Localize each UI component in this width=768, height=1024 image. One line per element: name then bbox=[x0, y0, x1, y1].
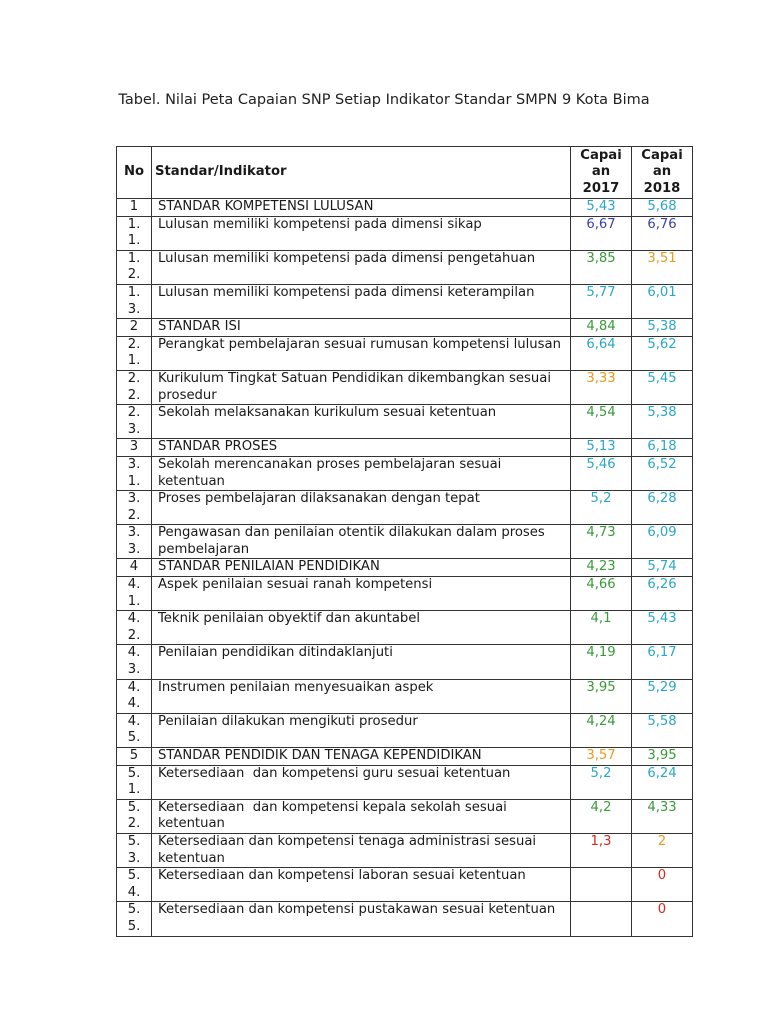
table-row bbox=[117, 336, 693, 370]
row-indikator: STANDAR ISI bbox=[152, 319, 571, 337]
value-2017: 5,2 bbox=[571, 765, 632, 799]
row-indikator: Proses pembelajaran dilaksanakan dengan tepat bbox=[152, 491, 571, 525]
value-2018: 0 bbox=[632, 868, 693, 902]
row-indikator: Penilaian dilakukan mengikuti prosedur bbox=[152, 713, 571, 747]
row-number: 1. 3. bbox=[117, 284, 152, 318]
value-2017: 5,46 bbox=[571, 456, 632, 490]
value-2018: 6,26 bbox=[632, 577, 693, 611]
table-row bbox=[117, 319, 693, 337]
value-2017: 3,95 bbox=[571, 679, 632, 713]
table-row bbox=[117, 611, 693, 645]
table-row bbox=[117, 713, 693, 747]
header-capaian-2018: Capai an 2018 bbox=[632, 147, 693, 199]
value-2018: 4,33 bbox=[632, 799, 693, 833]
table-row bbox=[117, 525, 693, 559]
row-number: 2. 3. bbox=[117, 405, 152, 439]
value-2018: 5,38 bbox=[632, 319, 693, 337]
value-2017 bbox=[571, 902, 632, 936]
table-row bbox=[117, 645, 693, 679]
row-indikator: Lulusan memiliki kompetensi pada dimensi keterampilan bbox=[152, 284, 571, 318]
row-indikator: Ketersediaan dan kompetensi kepala sekolah sesuai ketentuan bbox=[152, 799, 571, 833]
row-indikator: Ketersediaan dan kompetensi laboran sesuai ketentuan bbox=[152, 868, 571, 902]
row-indikator: Ketersediaan dan kompetensi pustakawan sesuai ketentuan bbox=[152, 902, 571, 936]
row-indikator: STANDAR PENDIDIK DAN TENAGA KEPENDIDIKAN bbox=[152, 748, 571, 766]
row-indikator: Sekolah merencanakan proses pembelajaran sesuai ketentuan bbox=[152, 456, 571, 490]
value-2017: 6,67 bbox=[571, 216, 632, 250]
value-2017: 4,2 bbox=[571, 799, 632, 833]
row-number: 3 bbox=[117, 439, 152, 457]
table-row bbox=[117, 833, 693, 867]
table-row bbox=[117, 405, 693, 439]
row-indikator: Perangkat pembelajaran sesuai rumusan kompetensi lulusan bbox=[152, 336, 571, 370]
row-indikator: Ketersediaan dan kompetensi guru sesuai ketentuan bbox=[152, 765, 571, 799]
value-2018: 5,68 bbox=[632, 199, 693, 217]
row-indikator: STANDAR PROSES bbox=[152, 439, 571, 457]
value-2018: 5,38 bbox=[632, 405, 693, 439]
row-number: 4. 3. bbox=[117, 645, 152, 679]
value-2018: 5,45 bbox=[632, 370, 693, 404]
row-number: 4. 5. bbox=[117, 713, 152, 747]
row-number: 4 bbox=[117, 559, 152, 577]
header-capaian-2017: Capai an 2017 bbox=[571, 147, 632, 199]
value-2018: 6,01 bbox=[632, 284, 693, 318]
row-number: 5. 5. bbox=[117, 902, 152, 936]
value-2018: 3,95 bbox=[632, 748, 693, 766]
row-number: 4. 1. bbox=[117, 577, 152, 611]
value-2017: 1,3 bbox=[571, 833, 632, 867]
value-2018: 5,62 bbox=[632, 336, 693, 370]
row-number: 2. 2. bbox=[117, 370, 152, 404]
value-2017: 4,66 bbox=[571, 577, 632, 611]
row-number: 3. 2. bbox=[117, 491, 152, 525]
value-2018: 6,28 bbox=[632, 491, 693, 525]
row-number: 2 bbox=[117, 319, 152, 337]
table-title: Tabel. Nilai Peta Capaian SNP Setiap Indikator Standar SMPN 9 Kota Bima bbox=[118, 92, 650, 108]
header-indikator: Standar/Indikator bbox=[152, 147, 571, 199]
row-number: 3. 3. bbox=[117, 525, 152, 559]
row-indikator: STANDAR PENILAIAN PENDIDIKAN bbox=[152, 559, 571, 577]
value-2017: 5,13 bbox=[571, 439, 632, 457]
table-row bbox=[117, 439, 693, 457]
value-2018: 6,17 bbox=[632, 645, 693, 679]
value-2017: 3,85 bbox=[571, 250, 632, 284]
row-number: 2. 1. bbox=[117, 336, 152, 370]
row-indikator: Instrumen penilaian menyesuaikan aspek bbox=[152, 679, 571, 713]
value-2018: 6,52 bbox=[632, 456, 693, 490]
table-row bbox=[117, 748, 693, 766]
row-indikator: Sekolah melaksanakan kurikulum sesuai ketentuan bbox=[152, 405, 571, 439]
header-no: No bbox=[117, 147, 152, 199]
table-body bbox=[117, 199, 693, 937]
value-2018: 2 bbox=[632, 833, 693, 867]
row-indikator: Teknik penilaian obyektif dan akuntabel bbox=[152, 611, 571, 645]
row-number: 4. 2. bbox=[117, 611, 152, 645]
table-row bbox=[117, 559, 693, 577]
value-2017: 4,54 bbox=[571, 405, 632, 439]
value-2017: 5,2 bbox=[571, 491, 632, 525]
value-2017: 4,24 bbox=[571, 713, 632, 747]
row-indikator: Lulusan memiliki kompetensi pada dimensi sikap bbox=[152, 216, 571, 250]
row-number: 5. 3. bbox=[117, 833, 152, 867]
value-2018: 6,09 bbox=[632, 525, 693, 559]
value-2017: 6,64 bbox=[571, 336, 632, 370]
row-indikator: STANDAR KOMPETENSI LULUSAN bbox=[152, 199, 571, 217]
row-indikator: Pengawasan dan penilaian otentik dilakukan dalam proses pembelajaran bbox=[152, 525, 571, 559]
row-number: 3. 1. bbox=[117, 456, 152, 490]
value-2017: 5,77 bbox=[571, 284, 632, 318]
row-indikator: Lulusan memiliki kompetensi pada dimensi pengetahuan bbox=[152, 250, 571, 284]
value-2018: 5,43 bbox=[632, 611, 693, 645]
value-2018: 6,18 bbox=[632, 439, 693, 457]
value-2017: 5,43 bbox=[571, 199, 632, 217]
row-indikator: Aspek penilaian sesuai ranah kompetensi bbox=[152, 577, 571, 611]
value-2018: 6,76 bbox=[632, 216, 693, 250]
value-2018: 5,58 bbox=[632, 713, 693, 747]
table-row bbox=[117, 216, 693, 250]
value-2017: 4,84 bbox=[571, 319, 632, 337]
value-2018: 0 bbox=[632, 902, 693, 936]
value-2018: 5,74 bbox=[632, 559, 693, 577]
table-row bbox=[117, 250, 693, 284]
table-row bbox=[117, 370, 693, 404]
row-number: 1 bbox=[117, 199, 152, 217]
value-2017: 4,1 bbox=[571, 611, 632, 645]
value-2017: 4,73 bbox=[571, 525, 632, 559]
row-indikator: Penilaian pendidikan ditindaklanjuti bbox=[152, 645, 571, 679]
table-row bbox=[117, 284, 693, 318]
table-row bbox=[117, 577, 693, 611]
table-row bbox=[117, 799, 693, 833]
row-number: 5 bbox=[117, 748, 152, 766]
value-2018: 3,51 bbox=[632, 250, 693, 284]
table-row bbox=[117, 456, 693, 490]
snp-table bbox=[116, 146, 693, 937]
row-indikator: Ketersediaan dan kompetensi tenaga administrasi sesuai ketentuan bbox=[152, 833, 571, 867]
row-indikator: Kurikulum Tingkat Satuan Pendidikan dikembangkan sesuai prosedur bbox=[152, 370, 571, 404]
row-number: 5. 4. bbox=[117, 868, 152, 902]
row-number: 1. 1. bbox=[117, 216, 152, 250]
value-2017: 4,23 bbox=[571, 559, 632, 577]
row-number: 5. 1. bbox=[117, 765, 152, 799]
row-number: 5. 2. bbox=[117, 799, 152, 833]
table-row bbox=[117, 491, 693, 525]
row-number: 4. 4. bbox=[117, 679, 152, 713]
table-row bbox=[117, 199, 693, 217]
value-2017: 3,33 bbox=[571, 370, 632, 404]
value-2018: 5,29 bbox=[632, 679, 693, 713]
value-2017: 3,57 bbox=[571, 748, 632, 766]
table-row bbox=[117, 765, 693, 799]
value-2017 bbox=[571, 868, 632, 902]
table-row bbox=[117, 902, 693, 936]
table-row bbox=[117, 868, 693, 902]
value-2017: 4,19 bbox=[571, 645, 632, 679]
row-number: 1. 2. bbox=[117, 250, 152, 284]
table-row bbox=[117, 679, 693, 713]
value-2018: 6,24 bbox=[632, 765, 693, 799]
